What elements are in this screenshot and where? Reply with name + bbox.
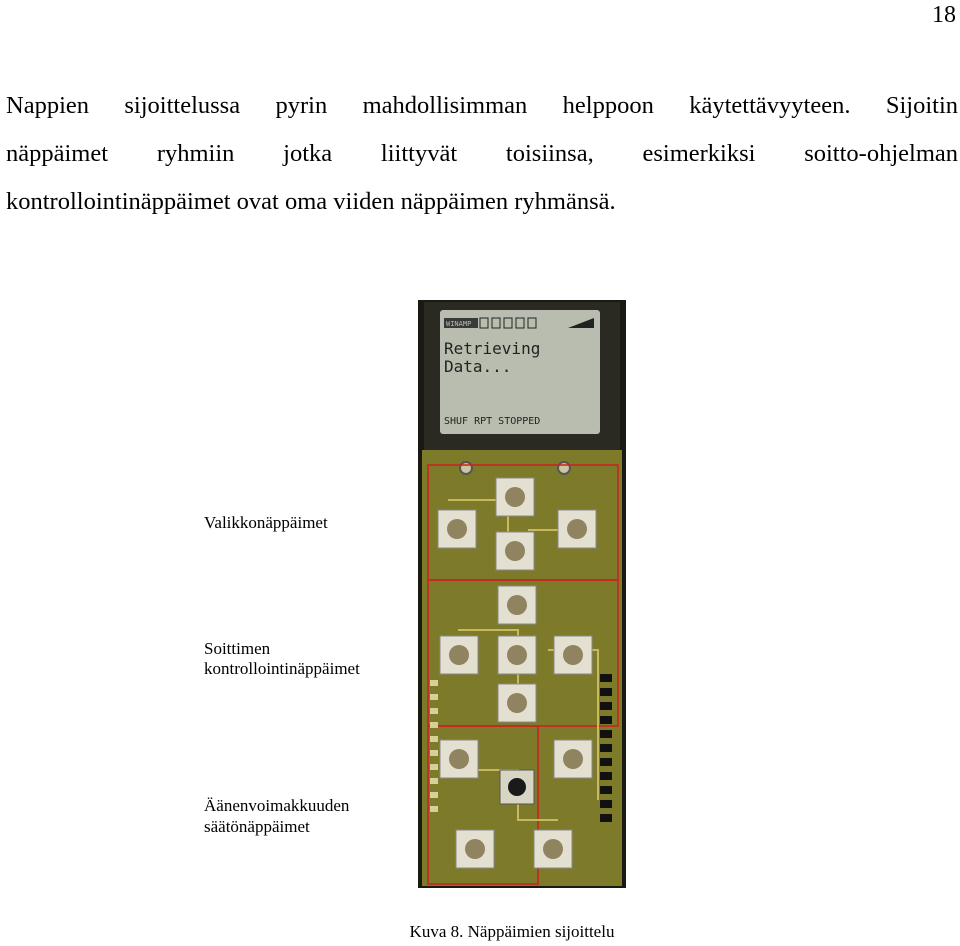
button-reset [500, 770, 534, 804]
button-menu-left [438, 510, 476, 548]
label-player-line-2: kontrollointinäppäimet [204, 659, 360, 678]
button-menu-right [558, 510, 596, 548]
paragraph-line-3: kontrollointinäppäimet ovat oma viiden näppäimen ryhmänsä. [6, 188, 616, 215]
button-menu-down [496, 532, 534, 570]
button-player-bottom [498, 684, 536, 722]
button-right-lower [554, 740, 592, 778]
lcd-header: WINAMP [446, 320, 472, 328]
button-player-top [498, 586, 536, 624]
button-player-right [554, 636, 592, 674]
lcd-line-1: Retrieving [444, 339, 541, 358]
button-volume-down [456, 830, 494, 868]
lcd-line-2: Data... [444, 357, 512, 376]
label-volume-line-2: säätönäppäimet [204, 817, 310, 836]
button-volume-up [534, 830, 572, 868]
button-player-left [440, 636, 478, 674]
paragraph-line-2: näppäimet ryhmiin jotka liittyvät toisiinsa, esimerkiksi soitto-ohjelman [6, 140, 958, 167]
button-left-lower [440, 740, 478, 778]
label-volume-line-1: Äänenvoimakkuuden [204, 796, 350, 815]
body-paragraph [6, 82, 958, 226]
label-menu-buttons: Valikkonäppäimet [204, 513, 328, 532]
button-menu-up [496, 478, 534, 516]
label-player-line-1: Soittimen [204, 639, 271, 658]
lcd-status: SHUF RPT STOPPED [444, 416, 541, 427]
device-photo [418, 300, 626, 888]
page-number: 18 [932, 2, 956, 28]
figure-caption: Kuva 8. Näppäimien sijoittelu [409, 922, 615, 941]
button-player-center [498, 636, 536, 674]
paragraph-line-1: Nappien sijoittelussa pyrin mahdollisimman helppoon käytettävyyteen. Sijoitin [6, 92, 958, 119]
